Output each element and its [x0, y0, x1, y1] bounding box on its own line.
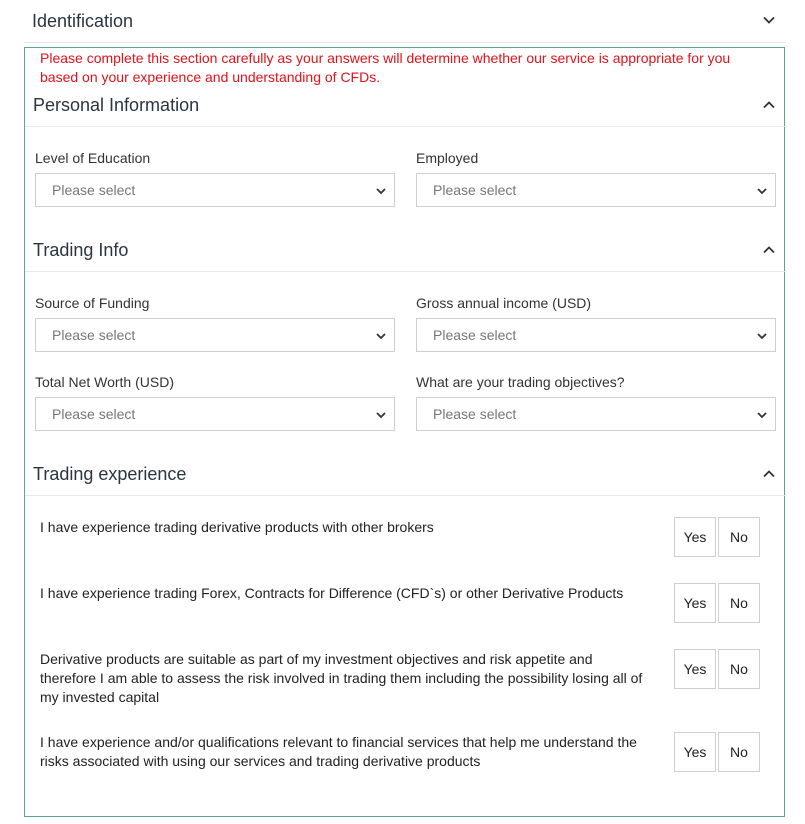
no-button[interactable]: No — [718, 649, 760, 689]
no-button[interactable]: No — [718, 517, 760, 557]
source-of-funding-label: Source of Funding — [35, 295, 150, 311]
section-title: Trading experience — [33, 464, 187, 484]
trading-objectives-select[interactable] — [416, 397, 776, 431]
no-button[interactable]: No — [718, 732, 760, 772]
trading-info-header[interactable] — [25, 232, 785, 272]
yes-button[interactable]: Yes — [674, 517, 716, 557]
question-text: I have experience trading Forex, Contracts for Difference (CFD`s) or other Derivative Products — [40, 585, 624, 601]
trading-objectives-value: Please select — [433, 406, 517, 422]
gross-income-select[interactable] — [416, 318, 776, 352]
employed-select[interactable] — [416, 173, 776, 207]
yes-button[interactable]: Yes — [674, 732, 716, 772]
header-divider — [24, 42, 786, 43]
trading-objectives-label: What are your trading objectives? — [416, 374, 625, 390]
chevron-down-icon — [375, 330, 387, 342]
identification-title: Identification — [32, 11, 134, 31]
source-of-funding-value: Please select — [52, 327, 136, 343]
chevron-down-icon — [756, 185, 768, 197]
chevron-up-icon[interactable] — [762, 243, 776, 257]
section-title: Personal Information — [33, 95, 200, 115]
trading-experience-header[interactable] — [25, 456, 785, 496]
chevron-down-icon[interactable] — [762, 13, 776, 27]
gross-income-value: Please select — [433, 327, 517, 343]
education-select[interactable] — [35, 173, 395, 207]
gross-income-label: Gross annual income (USD) — [416, 295, 592, 311]
education-select-value: Please select — [52, 182, 136, 198]
chevron-up-icon[interactable] — [762, 98, 776, 112]
question-text: I have experience and/or qualifications relevant to financial services that help me understand the risks associated with using our services and trading derivative products — [40, 734, 637, 769]
chevron-down-icon — [375, 409, 387, 421]
employed-select-value: Please select — [433, 182, 517, 198]
question-text: Derivative products are suitable as part of my investment objectives and risk appetite and therefore I am able to assess the risk involved in trading them including the possibility losing all of my invested capital — [40, 651, 643, 705]
question-text: I have experience trading derivative products with other brokers — [40, 519, 434, 535]
yes-button[interactable]: Yes — [674, 583, 716, 623]
employed-label: Employed — [416, 150, 479, 166]
chevron-down-icon — [375, 185, 387, 197]
source-of-funding-select[interactable] — [35, 318, 395, 352]
no-button[interactable]: No — [718, 583, 760, 623]
warning-message: Please complete this section carefully as your answers will determine whether our service is appropriate for you based on your experience and understanding of CFDs. — [40, 50, 731, 85]
net-worth-label: Total Net Worth (USD) — [35, 374, 174, 390]
net-worth-select[interactable] — [35, 397, 395, 431]
education-label: Level of Education — [35, 150, 151, 166]
net-worth-value: Please select — [52, 406, 136, 422]
section-title: Trading Info — [33, 240, 129, 260]
chevron-up-icon[interactable] — [762, 467, 776, 481]
yes-button[interactable]: Yes — [674, 649, 716, 689]
personal-information-header[interactable] — [25, 87, 785, 127]
chevron-down-icon — [756, 409, 768, 421]
identification-header[interactable] — [0, 0, 805, 43]
chevron-down-icon — [756, 330, 768, 342]
